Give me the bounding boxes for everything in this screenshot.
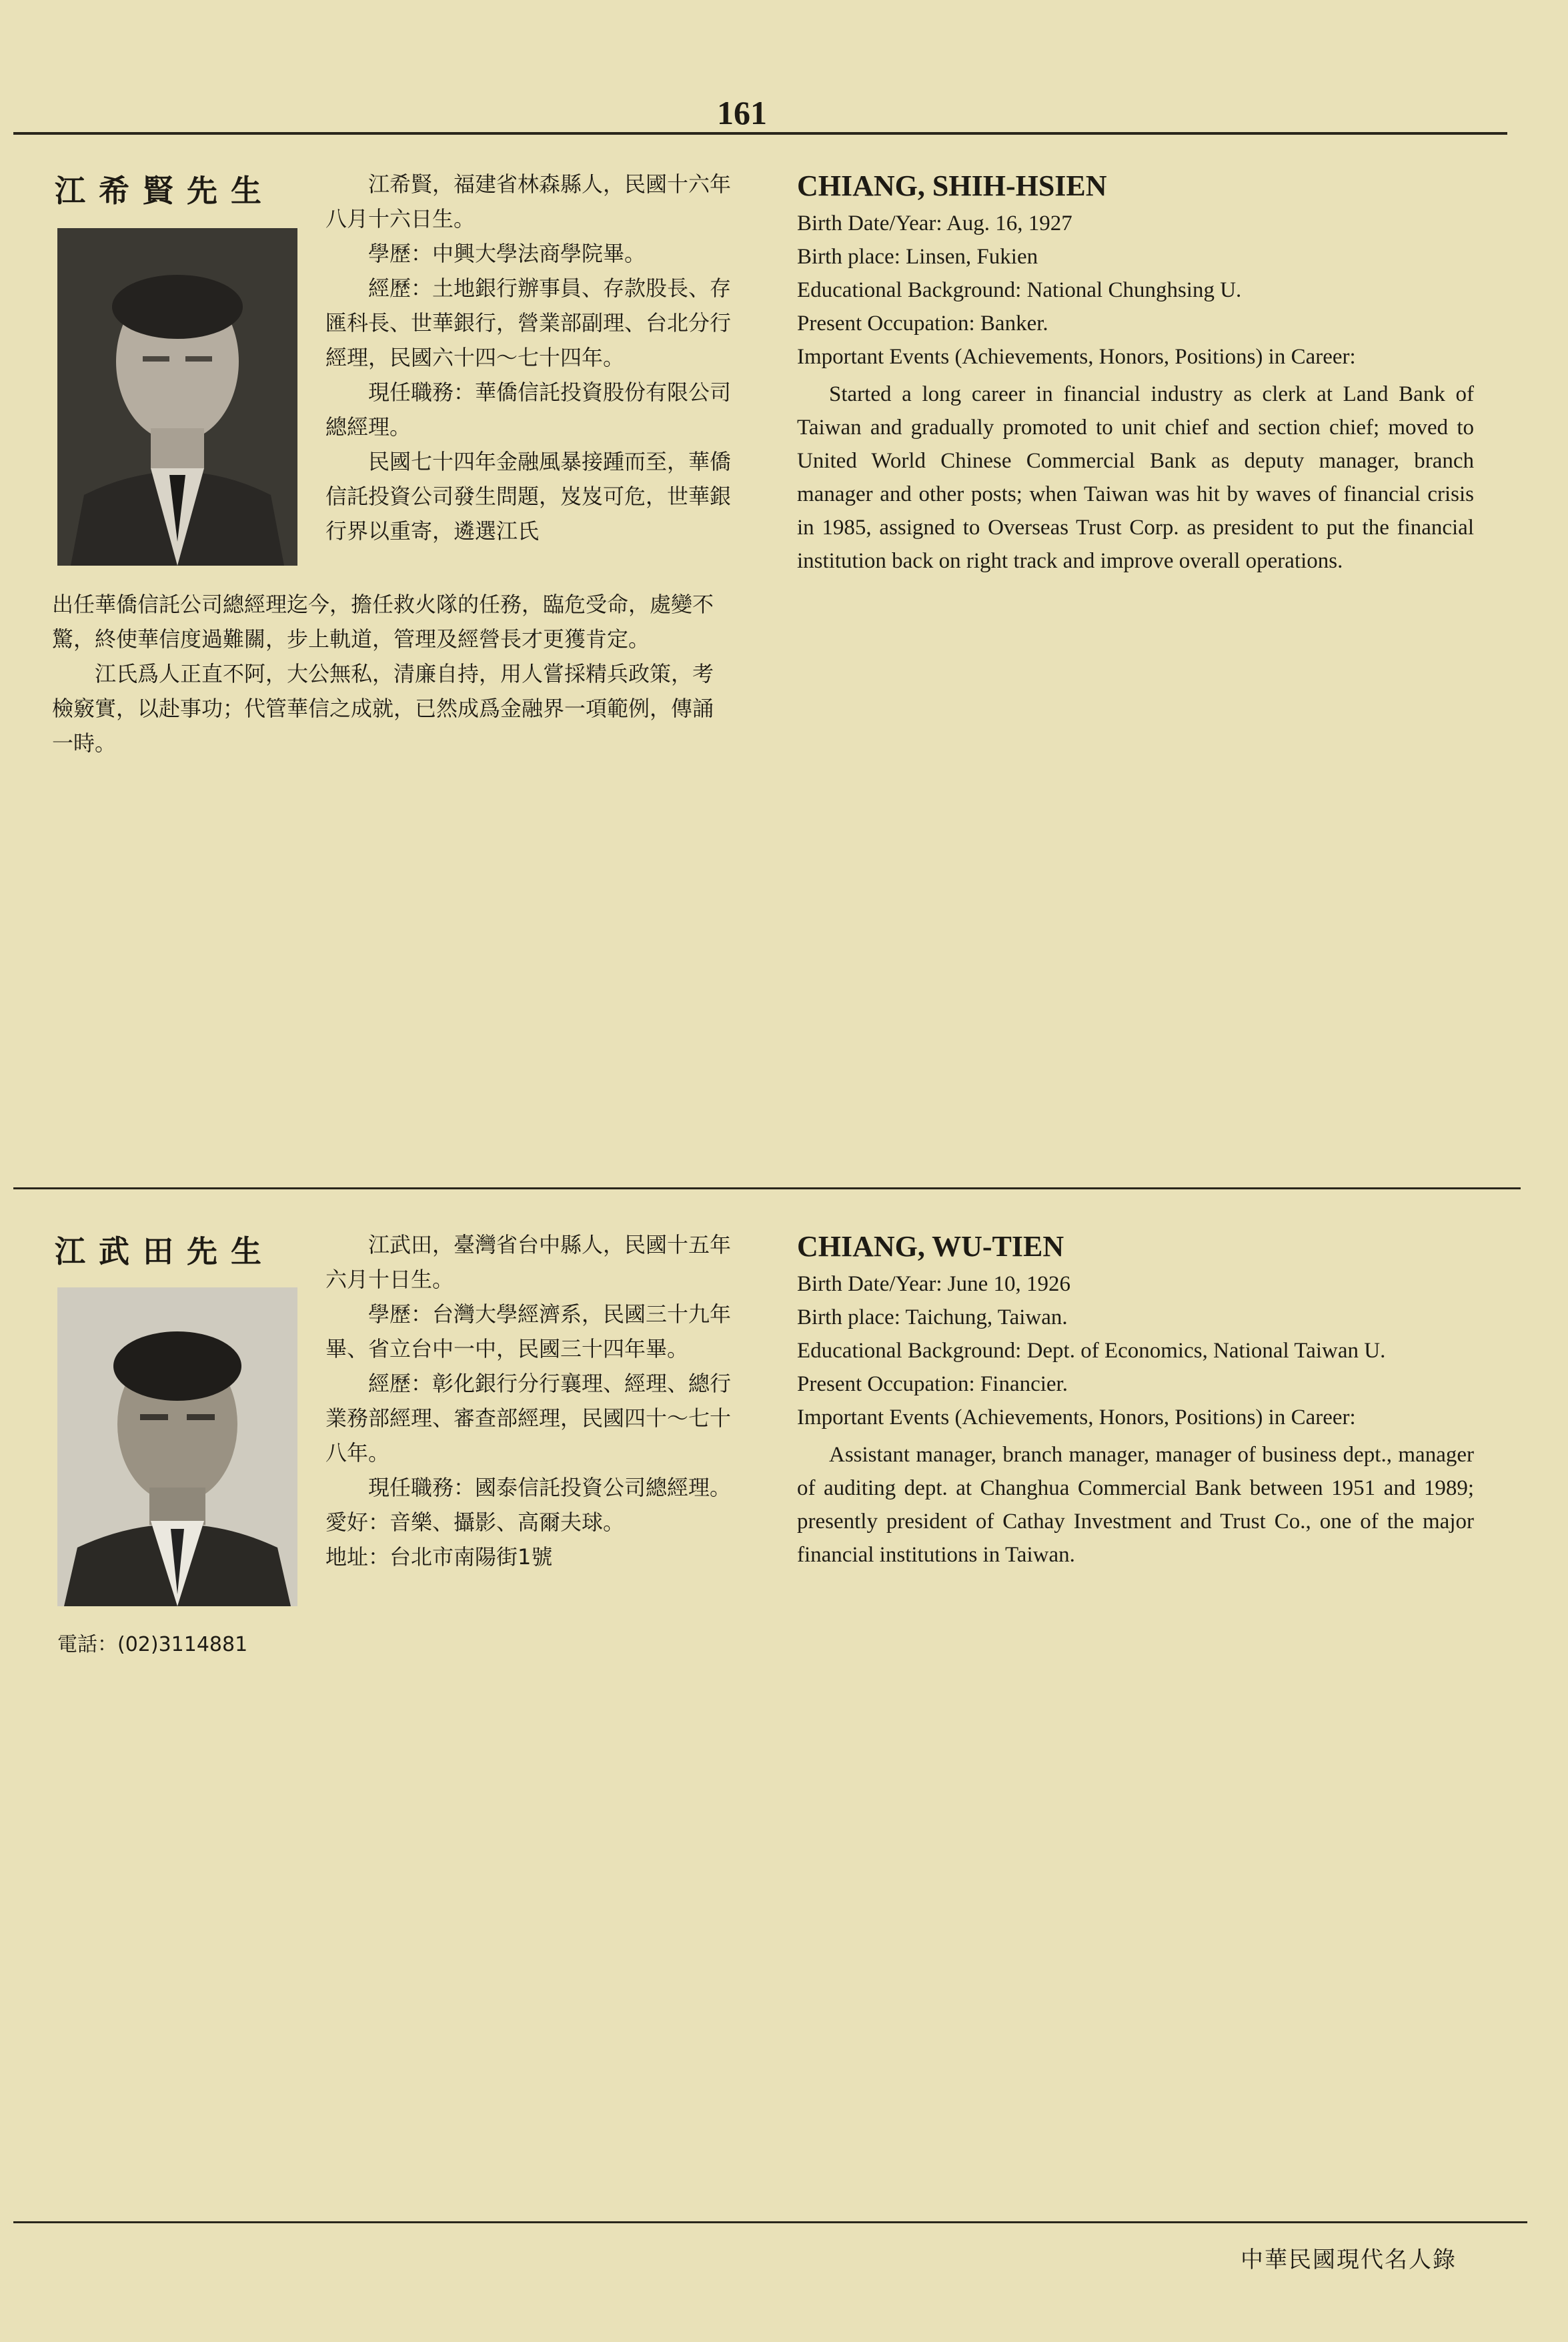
zh-biography [325,1227,732,1574]
page-number: 161 [717,94,767,131]
entry-divider-rule [13,1187,1521,1189]
zh-bio-paragraph: 江希賢，福建省林森縣人，民國十六年八月十六日生。 [325,171,732,231]
birth-date: Birth Date/Year: Aug. 16, 1927 [797,211,1072,235]
zh-bio-paragraph: 現任職務：國泰信託投資公司總經理。 [368,1475,732,1500]
occupation: Present Occupation: Financier. [797,1372,1068,1396]
footer-rule [13,2221,1527,2223]
portrait-photo-image [57,1287,297,1606]
events-label: Important Events (Achievements, Honors, Positions) in Career: [797,1405,1356,1429]
zh-bio-paragraph: 學歷：台灣大學經濟系，民國三十九年畢、省立台中一中，民國三十四年畢。 [325,1301,732,1361]
portrait-photo [57,1287,297,1606]
zh-name-heading: 江希賢先生 [55,173,275,209]
zh-bio-paragraph: 地址：台北市南陽街1號 [325,1544,553,1570]
phone-number: 電話：(02)3114881 [57,1633,248,1656]
zh-bio-paragraph: 學歷：中興大學法商學院畢。 [368,241,646,266]
zh-bio-paragraph: 民國七十四年金融風暴接踵而至，華僑信託投資公司發生問題，岌岌可危，世華銀行界以重寄，遴選江氏 [325,449,732,544]
portrait-photo-image [57,228,297,566]
zh-bio-paragraph: 出任華僑信託公司總經理迄今，擔任救火隊的任務，臨危受命，處變不驚，終使華信度過難關，步上軌道，管理及經營長才更獲肯定。 [52,592,714,652]
birth-place: Birth place: Linsen, Fukien [797,245,1038,269]
career-text: Assistant manager, branch manager, manager of business dept., manager of auditing dept. at Changhua Commercial Bank between 1951 and 1989; presently president of Cathay Investment and Trust Co., one of the major financial institutions in Taiwan. [797,1443,1474,1567]
zh-bio-paragraph: 江武田，臺灣省台中縣人，民國十五年六月十日生。 [325,1232,732,1292]
zh-bio-paragraph: 現任職務：華僑信託投資股份有限公司總經理。 [325,380,732,440]
birth-date: Birth Date/Year: June 10, 1926 [797,1272,1071,1296]
education: Educational Background: Dept. of Economics, National Taiwan U. [797,1339,1386,1363]
footer-book-title: 中華民國現代名人錄 [1241,2247,1457,2273]
en-name-heading: CHIANG, WU-TIEN [797,1230,1064,1263]
birth-place: Birth place: Taichung, Taiwan. [797,1305,1068,1329]
en-biography [797,167,1474,578]
zh-bio-paragraph: 經歷：土地銀行辦事員、存款股長、存匯科長、世華銀行，營業部副理、台北分行經理，民國六十四～七十四年。 [325,275,732,370]
events-label: Important Events (Achievements, Honors, Positions) in Career: [797,345,1356,369]
zh-bio-paragraph: 經歷：彰化銀行分行襄理、經理、總行業務部經理、審查部經理，民國四十～七十八年。 [325,1371,732,1466]
zh-name-heading: 江武田先生 [55,1233,275,1269]
en-biography [797,1227,1474,1572]
zh-bio-paragraph: 江氏爲人正直不阿，大公無私，清廉自持，用人嘗採精兵政策，考檢竅實，以赴事功；代管華信之成就，已然成爲金融界一項範例，傳誦一時。 [52,661,714,756]
en-name-heading: CHIANG, SHIH-HSIEN [797,169,1107,202]
career-text: Started a long career in financial industry as clerk at Land Bank of Taiwan and gradually promoted to unit chief and section chief; moved to United World Chinese Commercial Bank as deputy manager, branch manager and other posts; when Taiwan was hit by waves of financial crisis in 1985, assigned to Overseas Trust Corp. as president to put the financial institution back on right track and improve overall operations. [797,382,1474,573]
education: Educational Background: National Chunghsing U. [797,278,1242,302]
header-rule [13,132,1507,135]
zh-bio-paragraph: 愛好：音樂、攝影、高爾夫球。 [325,1510,625,1535]
portrait-photo [57,228,297,566]
occupation: Present Occupation: Banker. [797,312,1048,336]
zh-bio-flow [52,587,732,760]
